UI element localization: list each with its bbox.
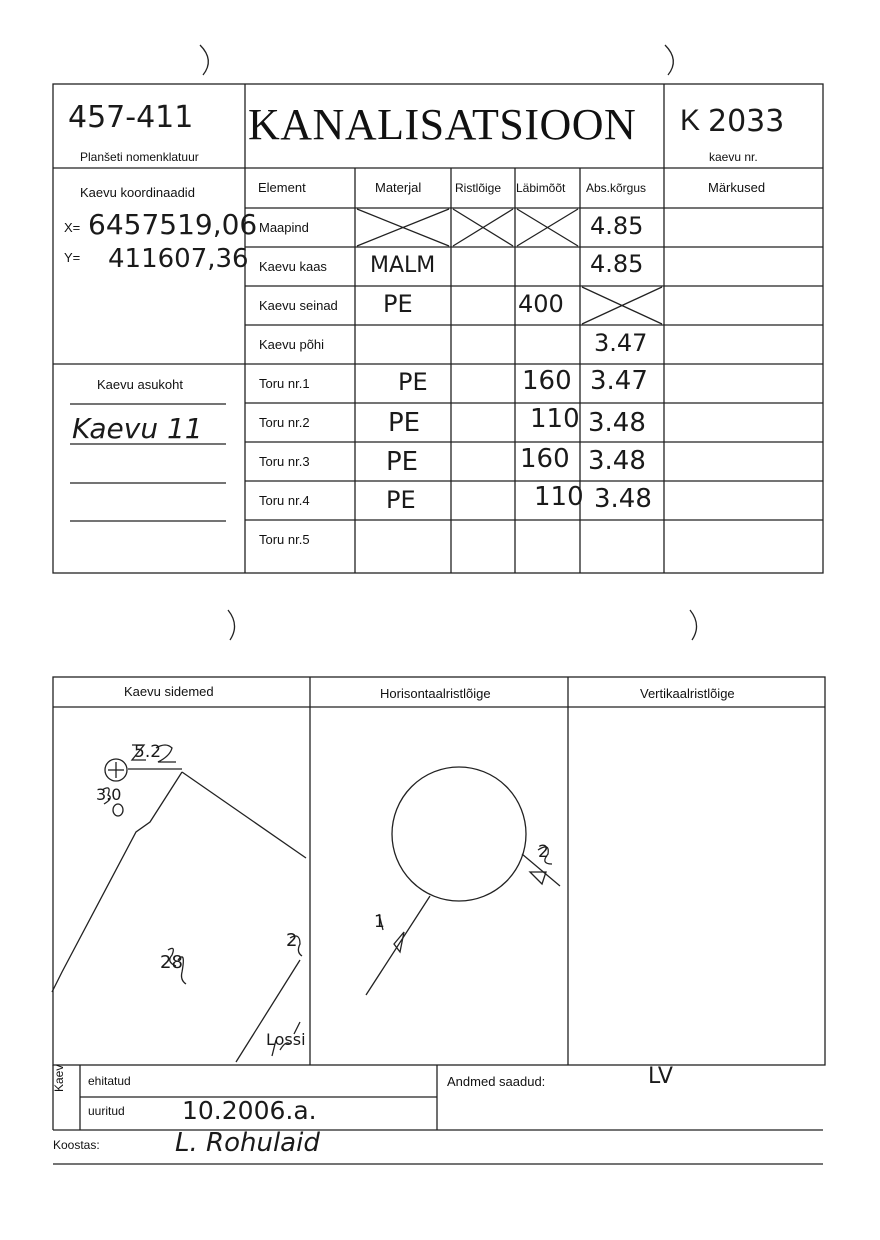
well-number-label: kaevu nr. — [709, 150, 758, 164]
row-elevation: 3.48 — [594, 484, 652, 514]
x-coordinate: 6457519,06 — [88, 208, 258, 241]
surveyed-label: uuritud — [88, 1104, 125, 1118]
row-diameter: 160 — [522, 366, 572, 396]
row-diameter: 110 — [534, 482, 584, 512]
x-prefix: X= — [64, 220, 81, 235]
tie-b-text: 3.0 — [96, 785, 122, 804]
built-label: ehitatud — [88, 1074, 131, 1088]
binder-mark — [690, 610, 697, 640]
well-circle — [392, 767, 526, 901]
row-material: PE — [398, 368, 428, 396]
row-element: Toru nr.4 — [259, 493, 310, 508]
row-elevation: 3.48 — [588, 408, 646, 438]
row-material: PE — [388, 408, 421, 438]
row-elevation: 4.85 — [590, 212, 644, 240]
location-label: Kaevu asukoht — [97, 377, 184, 392]
pipe-1-line — [366, 896, 430, 995]
well-prefix: K — [680, 104, 701, 137]
surveyed-value: 10.2006.a. — [182, 1096, 317, 1125]
row-elevation: 3.47 — [590, 366, 648, 396]
tie-a-text: 5.2 — [134, 742, 162, 762]
row-material: PE — [386, 486, 416, 514]
pipe-2-label: 2 — [538, 842, 549, 862]
row-elevation: 3.48 — [588, 446, 646, 476]
street-text: Lossi — [266, 1030, 306, 1049]
well-number: 2033 — [708, 104, 785, 139]
compiled-label: Koostas: — [53, 1138, 100, 1152]
row-elevation: 3.47 — [594, 329, 648, 357]
row-element: Toru nr.1 — [259, 376, 310, 391]
data-source-value: LV — [648, 1064, 673, 1089]
binder-mark — [200, 45, 208, 75]
row-diameter: 110 — [530, 404, 580, 434]
header-elevation: Abs.kõrgus — [586, 181, 647, 195]
house-number-text: 28 — [160, 952, 183, 973]
row-element: Maapind — [259, 220, 309, 235]
row-material: PE — [386, 447, 419, 477]
compiled-signature: L. Rohulaid — [175, 1128, 320, 1158]
row-element: Toru nr.3 — [259, 454, 310, 469]
data-source-label: Andmed saadud: — [447, 1074, 546, 1089]
row-element: Kaevu põhi — [259, 337, 325, 352]
row-material: MALM — [370, 253, 436, 278]
binder-mark — [665, 45, 673, 75]
vertical-section-label: Vertikaalristlõige — [640, 686, 735, 701]
header-notes: Märkused — [708, 180, 766, 195]
row-diameter: 160 — [520, 444, 570, 474]
ties-label: Kaevu sidemed — [124, 684, 214, 699]
location-value: Kaevu 11 — [72, 412, 203, 445]
binder-mark — [228, 610, 235, 640]
header-element: Element — [258, 180, 306, 195]
row-material: PE — [383, 290, 413, 318]
row-element: Toru nr.5 — [259, 532, 310, 547]
header-material: Materjal — [375, 180, 422, 195]
horizontal-section-label: Horisontaalristlõige — [380, 686, 491, 701]
row-elevation: 4.85 — [590, 250, 644, 278]
nomenclature-label: Planšeti nomenklatuur — [80, 150, 199, 164]
pipe-1-label: 1 — [374, 912, 385, 932]
house-side-text: 2 — [286, 930, 298, 951]
row-diameter: 400 — [518, 290, 564, 318]
horizontal-section-sketch — [366, 767, 560, 995]
form-title: KANALISATSIOON — [248, 100, 637, 149]
row-element: Kaevu kaas — [259, 259, 327, 274]
nomenclature-value: 457-411 — [68, 100, 194, 135]
header-section: Ristlõige — [455, 181, 502, 195]
coordinates-label: Kaevu koordinaadid — [80, 185, 195, 200]
ties-sketch — [52, 745, 306, 1062]
row-element: Toru nr.2 — [259, 415, 310, 430]
y-prefix: Y= — [64, 250, 81, 265]
kaev-label: Kaev — [52, 1064, 66, 1092]
row-element: Kaevu seinad — [259, 298, 338, 313]
header-diameter: Läbimõõt — [516, 181, 566, 195]
y-coordinate: 411607,36 — [108, 244, 249, 274]
